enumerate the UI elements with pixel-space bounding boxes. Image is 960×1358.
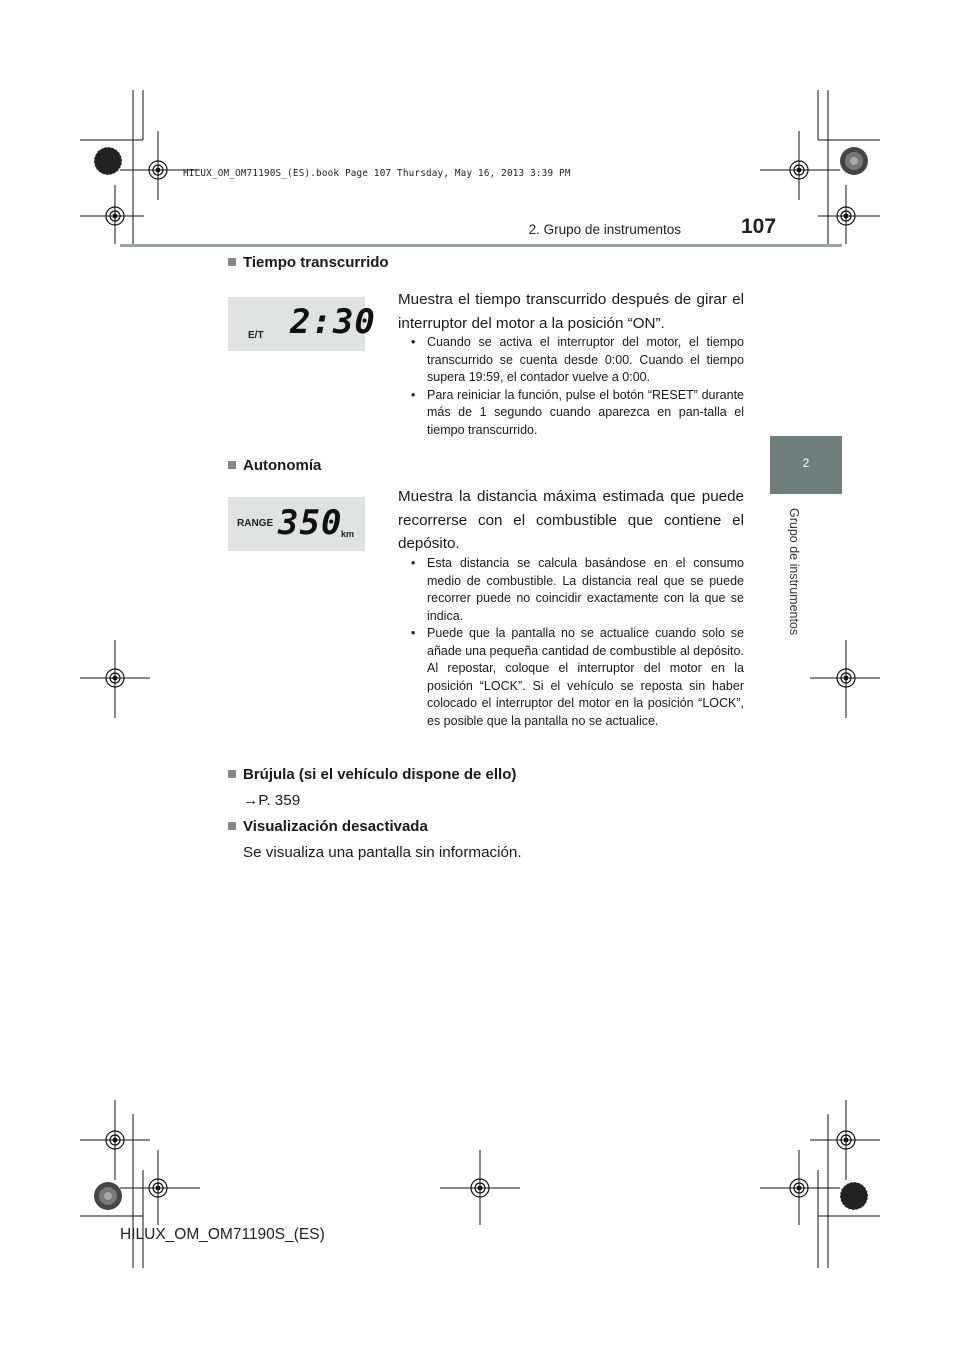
heading-display-off [228, 818, 428, 835]
square-bullet-icon [228, 770, 236, 778]
range-display-unit: km [341, 529, 355, 539]
heading-elapsed-time-text: Tiempo transcurrido [243, 254, 389, 271]
square-bullet-icon [228, 822, 236, 830]
display-off-description: Se visualiza una pantalla sin información. [243, 844, 522, 861]
list-item-continuation-text: Al repostar, coloque el interruptor del motor en la posición “LOCK”. Si el vehículo se reposta sin haber colocado el interruptor del motor en la posición “LOCK”, es posible que la pantalla no se actualice. [427, 661, 744, 728]
chapter-side-label: Grupo de instrumentos [787, 508, 801, 636]
footer-manual-code: HILUX_OM_OM71190S_(ES) [120, 1226, 325, 1243]
heading-range [228, 457, 321, 474]
range-display-label: RANGE [237, 518, 274, 529]
range-description: Muestra la distancia máxima estimada que puede recorrerse con el combustible que contiene el depósito. [398, 488, 744, 552]
page-number: 107 [741, 215, 777, 238]
square-bullet-icon [228, 258, 236, 266]
header-rule [120, 244, 842, 247]
elapsed-display-label: E/T [248, 330, 264, 341]
list-item: • Puede que la pantalla no se actualice cuando solo se añade una pequeña cantidad de combustible al depósito. [411, 625, 744, 660]
chapter-tab [770, 436, 842, 494]
range-display [228, 497, 365, 551]
compass-page-reference[interactable]: →P. 359 [243, 792, 301, 809]
elapsed-display-value: 2:30 [290, 302, 376, 342]
range-display-value: 350 [278, 503, 343, 543]
heading-display-off-text: Visualización desactivada [243, 818, 428, 835]
list-item-continuation [411, 660, 744, 730]
book-file-stamp: HILUX_OM_OM71190S_(ES).book Page 107 Thursday, May 16, 2013 3:39 PM [183, 168, 571, 179]
elapsed-notes [411, 334, 744, 439]
list-item: • Esta distancia se calcula basándose en el consumo medio de combustible. La distancia real que se puede recorrer puede no coincidir exactamente con la que se indica. [411, 555, 744, 625]
range-notes [411, 555, 744, 730]
elapsed-time-display [228, 297, 376, 351]
heading-elapsed-time [228, 254, 389, 271]
heading-compass [228, 766, 516, 783]
heading-range-text: Autonomía [243, 457, 322, 474]
elapsed-description: Muestra el tiempo transcurrido después de girar el interruptor del motor a la posición “ON”. [398, 291, 744, 332]
list-item: • Para reiniciar la función, pulse el botón “RESET” durante más de 1 segundo cuando aparezca en pan-talla el tiempo transcurrido. [411, 387, 744, 440]
section-title: 2. Grupo de instrumentos [528, 222, 681, 237]
heading-compass-text: Brújula (si el vehículo dispone de ello) [243, 766, 517, 783]
chapter-tab-number: 2 [802, 456, 810, 470]
square-bullet-icon [228, 461, 236, 469]
list-item: • Cuando se activa el interruptor del motor, el tiempo transcurrido se cuenta desde 0:00. Cuando el tiempo supera 19:59, el contador vuelve a 0:00. [411, 334, 744, 387]
